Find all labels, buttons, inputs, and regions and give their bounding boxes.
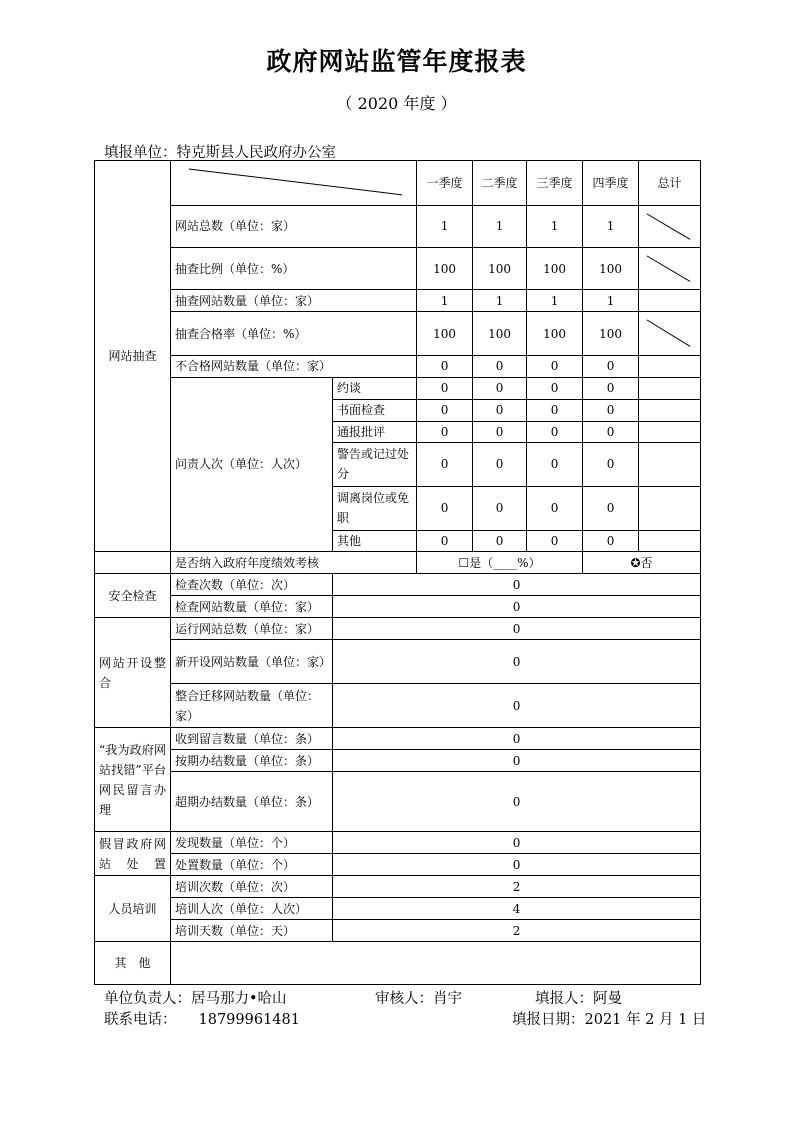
cell-value: 1 <box>417 205 473 247</box>
header-diagonal-cell <box>171 161 417 206</box>
row-label: 不合格网站数量（单位：家） <box>171 355 417 377</box>
table-row <box>95 596 701 618</box>
total-cell <box>639 530 701 551</box>
row-label: 其他 <box>333 530 417 551</box>
cell-value: 2 <box>333 920 701 942</box>
row-label: 运行网站总数（单位：家） <box>171 618 333 640</box>
total-slash-cell <box>639 312 701 355</box>
table-row <box>95 618 701 640</box>
cell-value: 0 <box>333 618 701 640</box>
row-label: 书面检查 <box>333 399 417 421</box>
row-label: 收到留言数量（单位：条） <box>171 728 333 750</box>
table-row <box>95 876 701 898</box>
cell-value: 0 <box>583 421 639 442</box>
cell-value: 2 <box>333 876 701 898</box>
table-row <box>95 898 701 920</box>
cell-value: 1 <box>417 290 473 312</box>
cell-value: 0 <box>583 399 639 421</box>
cell-value: 0 <box>527 442 583 486</box>
total-cell <box>639 399 701 421</box>
cell-value: 0 <box>333 750 701 772</box>
category-spot-check: 网站抽查 <box>95 161 171 552</box>
total-cell <box>639 486 701 530</box>
cell-value: 0 <box>417 486 473 530</box>
row-label: 抽查合格率（单位：%） <box>171 312 417 355</box>
cell-value: 0 <box>583 530 639 551</box>
cell-value: 0 <box>333 684 701 728</box>
cell-value: 0 <box>527 399 583 421</box>
cell-value: 0 <box>583 486 639 530</box>
footer-leader: 单位负责人：居马那力•哈山 <box>104 991 287 1007</box>
cell-value: 1 <box>583 290 639 312</box>
header-row <box>95 161 701 206</box>
diagonal-line-icon <box>171 161 416 205</box>
cell-value: 100 <box>527 248 583 290</box>
cell-value: 0 <box>583 377 639 399</box>
footer-reviewer: 审核人：肖宇 <box>375 991 462 1007</box>
cell-value: 0 <box>473 399 527 421</box>
total-cell <box>639 442 701 486</box>
cell-value: 0 <box>333 574 701 596</box>
header-q1: 一季度 <box>417 161 473 206</box>
row-label: 检查次数（单位：次） <box>171 574 333 596</box>
slash-icon <box>639 248 700 289</box>
header-q3: 三季度 <box>527 161 583 206</box>
cell-value: 1 <box>527 205 583 247</box>
row-label: 抽查比例（单位：%） <box>171 248 417 290</box>
total-slash-cell <box>639 248 701 290</box>
table-row <box>95 684 701 728</box>
row-label: 警告或记过处分 <box>333 442 417 486</box>
cell-value: 100 <box>527 312 583 355</box>
row-label: 处置数量（单位：个） <box>171 854 333 876</box>
cell-value: 0 <box>583 442 639 486</box>
cell-value: 0 <box>527 421 583 442</box>
table-row <box>95 728 701 750</box>
footer-phone-label: 联系电话： <box>104 1012 177 1028</box>
report-table-lower <box>94 551 701 985</box>
table-row <box>95 942 701 985</box>
cell-value: 0 <box>527 486 583 530</box>
cell-value: 0 <box>527 355 583 377</box>
category-fake-sites: 假冒政府网站处置 <box>95 832 171 876</box>
table-row <box>95 312 701 355</box>
table-row <box>95 920 701 942</box>
cell-value: 0 <box>417 377 473 399</box>
row-label: 整合迁移网站数量（单位：家） <box>171 684 333 728</box>
cell-value: 0 <box>333 640 701 684</box>
row-label: 网站总数（单位：家） <box>171 205 417 247</box>
category-security: 安全检查 <box>95 574 171 618</box>
cell-value: 0 <box>527 377 583 399</box>
row-label: 调离岗位或免职 <box>333 486 417 530</box>
total-cell <box>639 377 701 399</box>
table-row <box>95 355 701 377</box>
total-slash-cell <box>639 205 701 247</box>
cell-value: 4 <box>333 898 701 920</box>
cell-value: 100 <box>417 312 473 355</box>
assessment-yes-option[interactable]: ☐是（____%） <box>417 552 583 574</box>
report-table <box>94 160 701 552</box>
cell-value: 0 <box>583 355 639 377</box>
cell-value: 0 <box>473 355 527 377</box>
table-row <box>95 640 701 684</box>
cell-value: 1 <box>583 205 639 247</box>
table-row <box>95 854 701 876</box>
slash-icon <box>639 206 700 247</box>
cell-value: 0 <box>473 486 527 530</box>
cell-value: 0 <box>473 442 527 486</box>
cell-value: 0 <box>417 399 473 421</box>
row-label: 新开设网站数量（单位：家） <box>171 640 333 684</box>
header-q4: 四季度 <box>583 161 639 206</box>
cell-value: 0 <box>333 596 701 618</box>
total-cell <box>639 421 701 442</box>
total-cell <box>639 290 701 312</box>
category-integration: 网站开设整合 <box>95 618 171 728</box>
table-row <box>95 205 701 247</box>
cell-value: 1 <box>473 290 527 312</box>
header-q2: 二季度 <box>473 161 527 206</box>
footer-phone: 18799961481 <box>198 1012 300 1028</box>
assessment-label: 是否纳入政府年度绩效考核 <box>171 552 417 574</box>
reporting-unit: 填报单位：特克斯县人民政府办公室 <box>104 145 336 161</box>
assessment-row <box>95 552 701 574</box>
row-label: 按期办结数量（单位：条） <box>171 750 333 772</box>
cell-value: 100 <box>583 312 639 355</box>
table-row <box>95 750 701 772</box>
cell-value: 100 <box>473 312 527 355</box>
cell-value: 0 <box>333 832 701 854</box>
report-title: 政府网站监管年度报表 <box>266 47 527 76</box>
cell-value: 0 <box>417 355 473 377</box>
category-spot-check-continued <box>95 552 171 574</box>
accountability-label: 问责人次（单位：人次） <box>171 377 333 551</box>
cell-value: 0 <box>333 854 701 876</box>
footer-filler: 填报人：阿曼 <box>535 991 622 1007</box>
table-row <box>95 248 701 290</box>
row-label: 抽查网站数量（单位：家） <box>171 290 417 312</box>
cell-value: 0 <box>473 421 527 442</box>
assessment-no-option[interactable]: ✪否 <box>583 552 701 574</box>
cell-value: 100 <box>583 248 639 290</box>
report-year: （ 2020 年度 ） <box>336 94 457 113</box>
footer-phone-line <box>104 1008 300 1029</box>
table-row <box>95 574 701 596</box>
row-label: 通报批评 <box>333 421 417 442</box>
category-messages: “我为政府网站找错”平台网民留言办理 <box>95 728 171 832</box>
row-label: 培训天数（单位：天） <box>171 920 333 942</box>
cell-value: 0 <box>473 530 527 551</box>
row-label: 约谈 <box>333 377 417 399</box>
cell-value: 0 <box>417 421 473 442</box>
table-row <box>95 832 701 854</box>
cell-value: 1 <box>527 290 583 312</box>
header-total: 总计 <box>639 161 701 206</box>
cell-value: 0 <box>333 772 701 832</box>
cell-value: 1 <box>473 205 527 247</box>
cell-value: 0 <box>333 728 701 750</box>
row-label: 培训次数（单位：次） <box>171 876 333 898</box>
cell-value: 100 <box>473 248 527 290</box>
row-label: 超期办结数量（单位：条） <box>171 772 333 832</box>
cell-value: 100 <box>417 248 473 290</box>
cell-value: 0 <box>417 530 473 551</box>
total-cell <box>639 355 701 377</box>
row-label: 发现数量（单位：个） <box>171 832 333 854</box>
cell-value: 0 <box>527 530 583 551</box>
row-label: 检查网站数量（单位：家） <box>171 596 333 618</box>
table-row <box>95 772 701 832</box>
cell-value: 0 <box>473 377 527 399</box>
footer-date: 填报日期：2021 年 2 月 1 日 <box>512 1012 707 1028</box>
category-other: 其 他 <box>95 942 171 985</box>
category-training: 人员培训 <box>95 876 171 942</box>
table-row <box>95 377 701 399</box>
slash-icon <box>639 312 700 354</box>
row-label: 培训人次（单位：人次） <box>171 898 333 920</box>
cell-value: 0 <box>417 442 473 486</box>
other-content <box>171 942 701 985</box>
table-row <box>95 290 701 312</box>
